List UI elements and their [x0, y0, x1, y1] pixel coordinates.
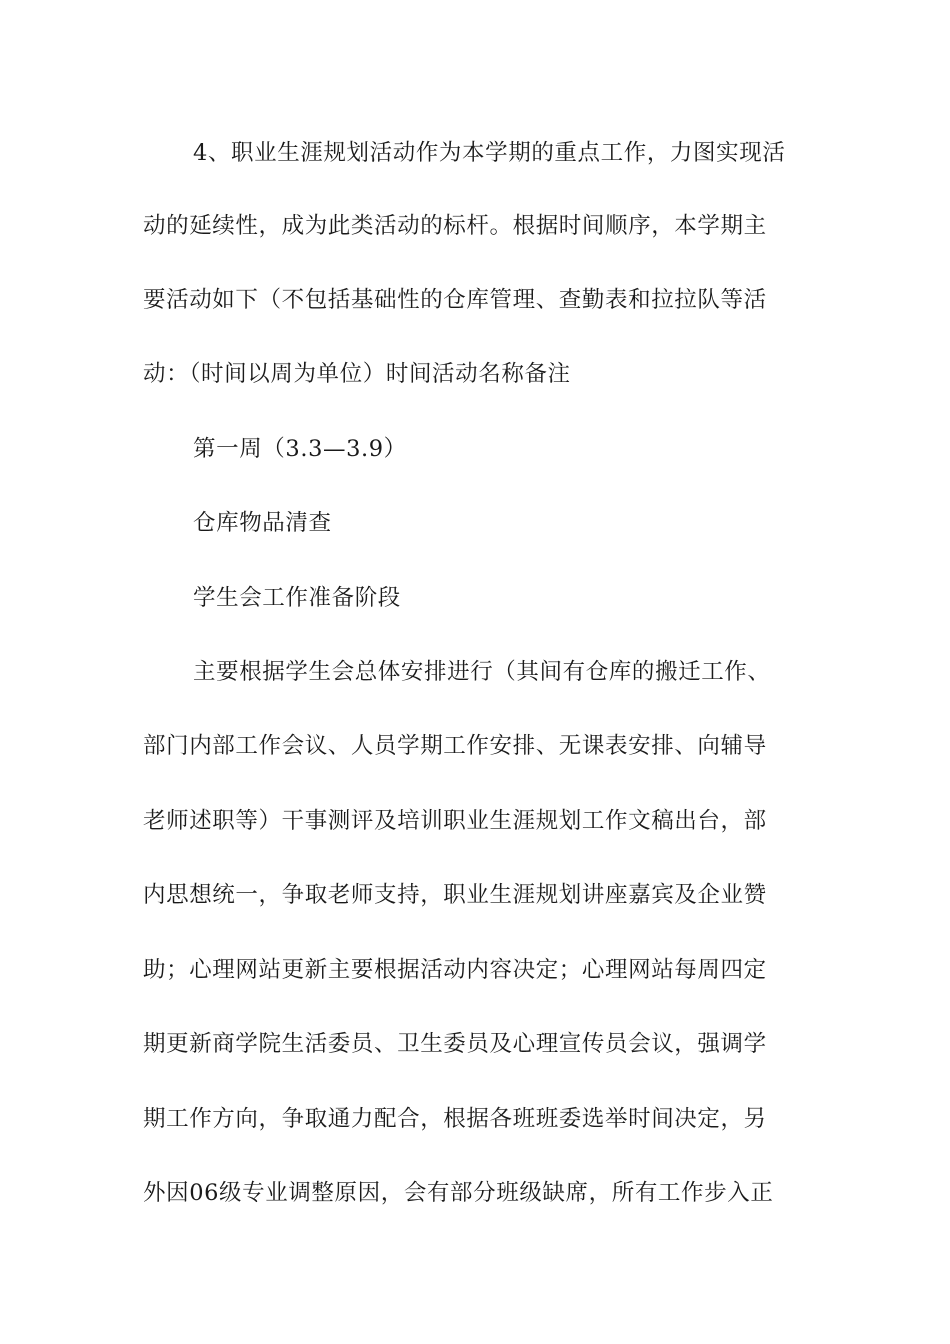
week-heading: 第一周（3.3—3.9） [193, 436, 407, 462]
paragraph-line: 要活动如下（不包括基础性的仓库管理、查勤表和拉拉队等活 [143, 287, 767, 313]
paragraph-line: 外因06级专业调整原因，会有部分班级缺席，所有工作步入正 [143, 1180, 774, 1206]
paragraph-line: 4、职业生涯规划活动作为本学期的重点工作，力图实现活 [193, 140, 786, 166]
paragraph-line: 动的延续性，成为此类活动的标杆。根据时间顺序，本学期主 [143, 213, 767, 239]
activity-name: 学生会工作准备阶段 [193, 585, 401, 611]
activity-name: 仓库物品清查 [193, 510, 332, 536]
paragraph-line: 期更新商学院生活委员、卫生委员及心理宣传员会议，强调学 [143, 1031, 767, 1057]
paragraph-line: 老师述职等）干事测评及培训职业生涯规划工作文稿出台，部 [143, 808, 767, 834]
paragraph-line: 期工作方向，争取通力配合，根据各班班委选举时间决定，另 [143, 1106, 767, 1132]
paragraph-line: 内思想统一，争取老师支持，职业生涯规划讲座嘉宾及企业赞 [143, 882, 767, 908]
paragraph-line: 助；心理网站更新主要根据活动内容决定；心理网站每周四定 [143, 957, 767, 983]
paragraph-line: 动：（时间以周为单位）时间活动名称备注 [143, 361, 571, 387]
paragraph-line: 主要根据学生会总体安排进行（其间有仓库的搬迁工作、 [193, 659, 771, 685]
paragraph-line: 部门内部工作会议、人员学期工作安排、无课表安排、向辅导 [143, 733, 767, 759]
